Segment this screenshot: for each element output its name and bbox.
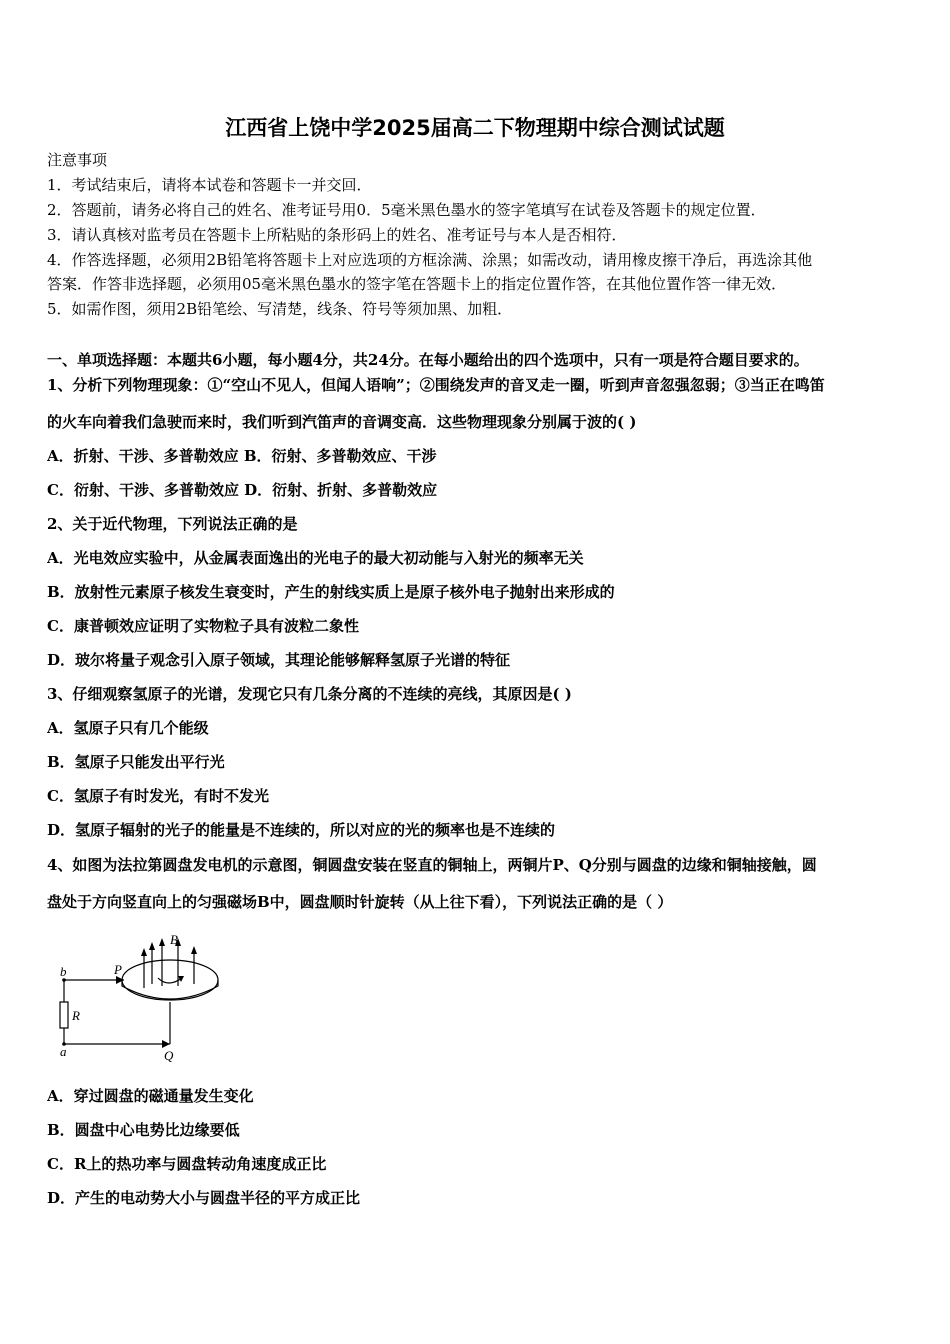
label-q: Q (164, 1048, 174, 1063)
notice-item: 4．作答选择题，必须用2B铅笔将答题卡上对应选项的方框涂满、涂黑；如需改动，请用橡皮擦干净后，再选涂其他 (47, 251, 813, 269)
question-4-option: C．R上的热功率与圆盘转动角速度成正比 (47, 1155, 327, 1173)
question-4-option: B．圆盘中心电势比边缘要低 (47, 1121, 240, 1139)
question-4-stem: 盘处于方向竖直向上的匀强磁场B中，圆盘顺时针旋转（从上往下看），下列说法正确的是（ ） (47, 893, 673, 911)
label-r: R (72, 1008, 80, 1023)
question-4-stem: 4、如图为法拉第圆盘发电机的示意图，铜圆盘安装在竖直的铜轴上，两铜片P、Q分别与圆盘的边缘和铜轴接触，圆 (47, 856, 817, 874)
question-4-option: D．产生的电动势大小与圆盘半径的平方成正比 (47, 1189, 361, 1207)
notice-item: 5．如需作图，须用2B铅笔绘、写清楚，线条、符号等须加黑、加粗． (47, 300, 513, 318)
question-3-option: B．氢原子只能发出平行光 (47, 753, 225, 771)
question-1-option: A．折射、干涉、多普勒效应 B．衍射、多普勒效应、干涉 (47, 447, 437, 465)
wire-arrowhead (162, 1040, 170, 1048)
field-arrowhead (159, 938, 165, 946)
field-arrowhead (141, 948, 147, 956)
question-4-option: A．穿过圆盘的磁通量发生变化 (47, 1087, 254, 1105)
question-1-stem: 的火车向着我们急驶而来时，我们听到汽笛声的音调变高．这些物理现象分别属于波的( ) (47, 413, 637, 431)
question-3-option: D．氢原子辐射的光子的能量是不连续的，所以对应的光的频率也是不连续的 (47, 821, 556, 839)
resistor (60, 1002, 68, 1028)
field-arrowhead (191, 946, 197, 954)
question-2-option: A．光电效应实验中，从金属表面逸出的光电子的最大初动能与入射光的频率无关 (47, 549, 584, 567)
question-2-option: D．玻尔将量子观念引入原子领域，其理论能够解释氢原子光谱的特征 (47, 651, 511, 669)
rotation-arrowhead (178, 976, 184, 982)
question-1-stem: 1、分析下列物理现象：①“空山不见人，但闻人语响”；②围绕发声的音叉走一圈，听到声音忽强忽弱；③当正在鸣笛 (47, 376, 825, 394)
label-b: b (60, 964, 67, 979)
question-1-option: C．衍射、干涉、多普勒效应 D．衍射、折射、多普勒效应 (47, 481, 438, 499)
label-a: a (60, 1044, 67, 1059)
notice-item: 答案．作答非选择题，必须用05毫米黑色墨水的签字笔在答题卡上的指定位置作答，在其他位置作答一律无效． (47, 275, 787, 293)
question-2-stem: 2、关于近代物理，下列说法正确的是 (47, 515, 298, 533)
section-heading: 一、单项选择题：本题共6小题，每小题4分，共24分。在每小题给出的四个选项中，只有一项是符合题目要求的。 (47, 351, 809, 369)
label-p: P (114, 962, 122, 977)
label-field: B (170, 932, 178, 947)
question-3-option: C．氢原子有时发光，有时不发光 (47, 787, 269, 805)
copper-disk (122, 960, 218, 1000)
notice-item: 1．考试结束后，请将本试卷和答题卡一并交回． (47, 176, 372, 194)
field-arrowhead (149, 942, 155, 950)
question-2-option: B．放射性元素原子核发生衰变时，产生的射线实质上是原子核外电子抛射出来形成的 (47, 583, 615, 601)
question-3-option: A．氢原子只有几个能级 (47, 719, 209, 737)
notice-heading: 注意事项 (47, 151, 108, 169)
faraday-disk-diagram (44, 926, 234, 1066)
exam-title: 江西省上饶中学2025届高二下物理期中综合测试试题 (225, 116, 725, 140)
notice-item: 2．答题前，请务必将自己的姓名、准考证号用0．5毫米黑色墨水的签字笔填写在试卷及答题卡的规定位置． (47, 201, 766, 219)
question-2-option: C．康普顿效应证明了实物粒子具有波粒二象性 (47, 617, 359, 635)
notice-item: 3．请认真核对监考员在答题卡上所粘贴的条形码上的姓名、准考证号与本人是否相符． (47, 226, 627, 244)
question-3-stem: 3、仔细观察氢原子的光谱，发现它只有几条分离的不连续的亮线，其原因是( ) (47, 685, 572, 703)
